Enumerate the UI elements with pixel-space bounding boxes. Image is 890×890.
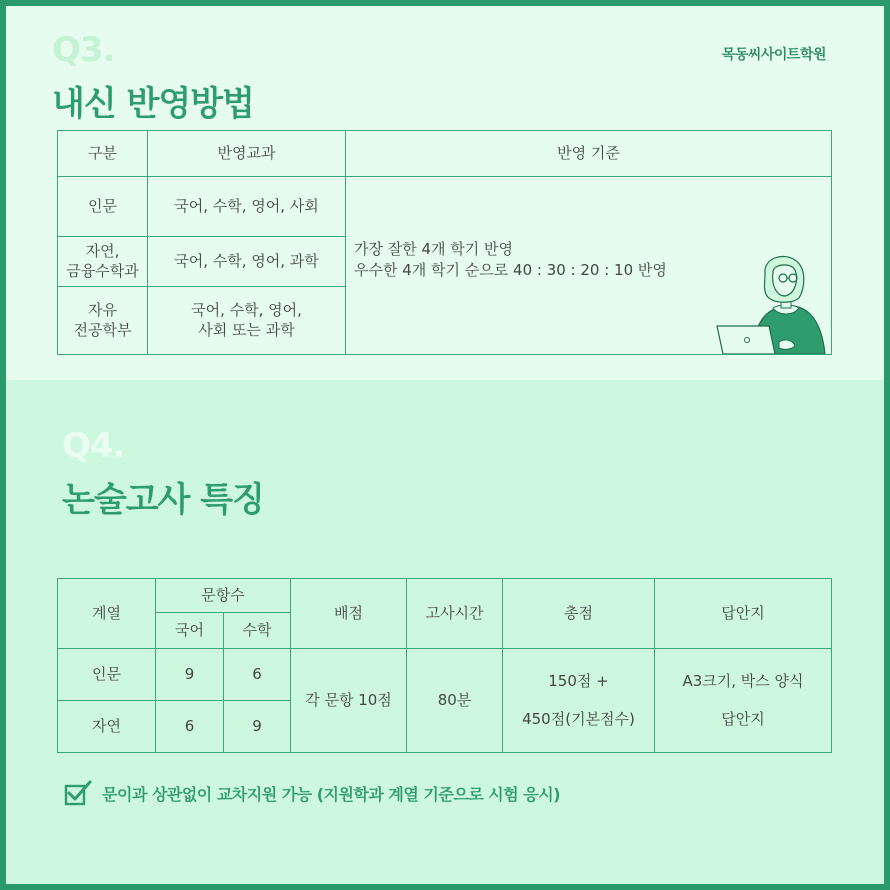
criteria-line-2: 우수한 4개 학기 순으로 40 : 30 : 20 : 10 반영 (354, 260, 667, 279)
row-category-line-2: 금융수학과 (66, 261, 139, 280)
table-header-row (58, 131, 832, 177)
row-subjects-line-2: 사회 또는 과학 (198, 320, 295, 339)
page-frame (6, 6, 884, 884)
total-cell (503, 649, 655, 753)
q3-section (6, 6, 884, 380)
points-cell: 각 문항 10점 (291, 649, 407, 753)
answer-line-2: 답안지 (721, 709, 765, 728)
cross-apply-note (64, 780, 560, 806)
row-series: 자연 (58, 701, 156, 753)
row-math: 6 (224, 649, 291, 701)
header-answer-sheet: 답안지 (655, 579, 832, 649)
table-row (58, 649, 832, 701)
criteria-line-1: 가장 잘한 4개 학기 반영 (354, 240, 514, 259)
row-subjects-line-1: 국어, 수학, 영어, (191, 301, 302, 319)
row-category: 인문 (58, 177, 148, 237)
header-subjects: 반영교과 (148, 131, 346, 177)
row-category-line-2: 전공학부 (73, 320, 132, 339)
header-question-count: 문항수 (156, 579, 291, 613)
total-line-1: 150점 + (548, 672, 609, 690)
row-math: 9 (224, 701, 291, 753)
time-cell: 80분 (407, 649, 503, 753)
criteria-cell (346, 177, 832, 355)
checkbox-check-icon (64, 780, 92, 806)
table-header-row (58, 579, 832, 613)
q4-number: Q4. (62, 426, 125, 466)
row-category-line-1: 자연, (85, 242, 120, 260)
table-row (58, 177, 832, 237)
header-points: 배점 (291, 579, 407, 649)
row-korean: 6 (156, 701, 224, 753)
q4-table (57, 578, 832, 753)
row-category (58, 237, 148, 287)
header-criteria: 반영 기준 (346, 131, 832, 177)
total-line-2: 450점(기본점수) (522, 709, 635, 728)
q3-number: Q3. (52, 30, 115, 70)
row-category (58, 287, 148, 355)
row-subjects: 국어, 수학, 영어, 과학 (148, 237, 346, 287)
q4-title: 논술고사 특징 (62, 480, 264, 520)
header-korean: 국어 (156, 613, 224, 649)
person-laptop-illustration (713, 254, 831, 354)
row-subjects (148, 287, 346, 355)
answer-cell (655, 649, 832, 753)
answer-line-1: A3크기, 박스 양식 (682, 672, 804, 690)
row-korean: 9 (156, 649, 224, 701)
q3-title: 내신 반영방법 (52, 84, 254, 124)
header-series: 계열 (58, 579, 156, 649)
row-series: 인문 (58, 649, 156, 701)
row-category-line-1: 자유 (88, 301, 117, 319)
header-total: 총점 (503, 579, 655, 649)
header-time: 고사시간 (407, 579, 503, 649)
header-math: 수학 (224, 613, 291, 649)
q3-table (57, 130, 832, 355)
brand-name: 목동씨사이트학원 (721, 47, 826, 63)
row-subjects: 국어, 수학, 영어, 사회 (148, 177, 346, 237)
header-category: 구분 (58, 131, 148, 177)
note-text: 문이과 상관없이 교차지원 가능 (지원학과 계열 기준으로 시험 응시) (102, 784, 561, 804)
